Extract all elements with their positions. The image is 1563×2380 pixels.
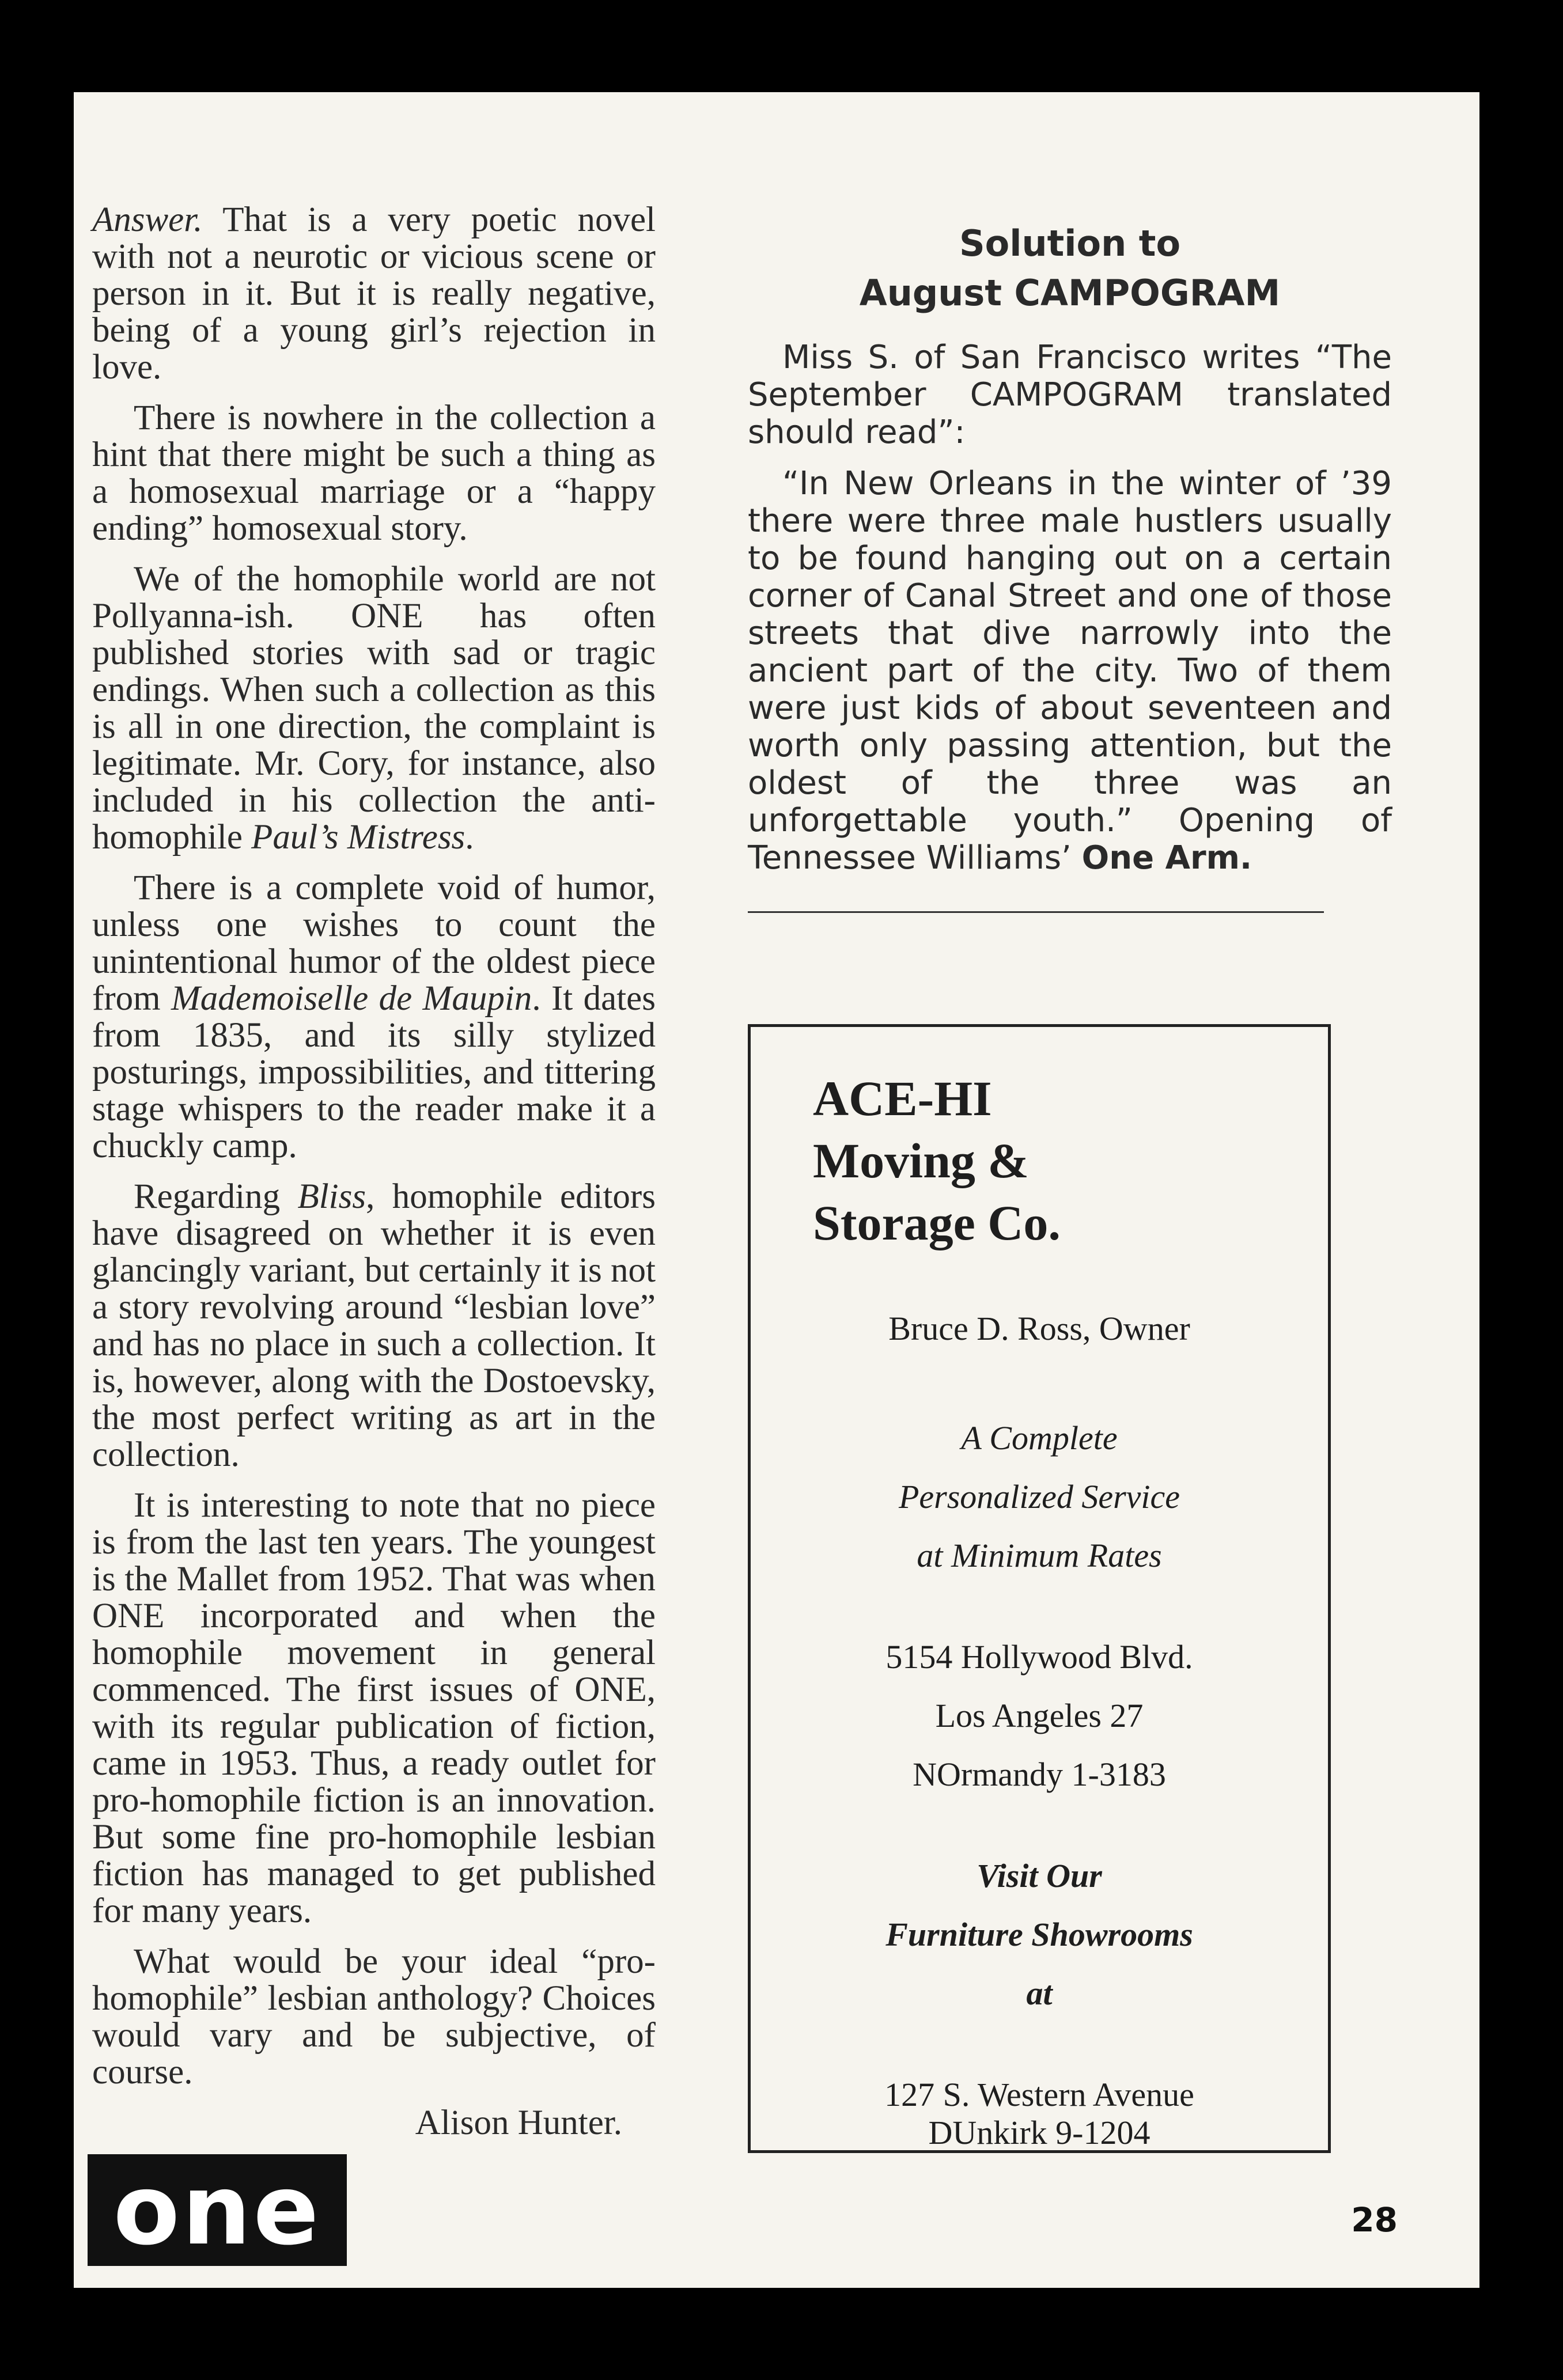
owner-line: Bruce D. Ross, Owner <box>888 1310 1190 1347</box>
showroom-line: Visit Our <box>977 1857 1102 1894</box>
campogram-solution <box>748 219 1392 913</box>
solution-title: Solution to August CAMPOGRAM <box>859 222 1281 314</box>
showroom-address: 127 S. Western Avenue <box>884 2076 1194 2113</box>
answer-label: Answer. <box>92 200 203 239</box>
article-paragraph: There is nowhere in the collection a hint that there might be such a thing as a homosexual marriage or a “happy ending” homosexual story. <box>92 399 656 548</box>
magazine-page <box>74 92 1479 2288</box>
author-signature: Alison Hunter. <box>415 2104 622 2142</box>
tagline: at Minimum Rates <box>917 1537 1162 1574</box>
page-number: 28 <box>1351 2200 1398 2239</box>
article-paragraph: Answer. That is a very poetic novel with not a neurotic or vicious scene or person in it. But it is really negative, being of a young girl’s rejection in love. <box>92 200 656 386</box>
article-paragraph: Regarding Bliss, homophile editors have disagreed on whether it is even glancingly variant, but certainly it is not a story revolving around “lesbian love” and has no place in such a collection. It is, however, along with the Dostoevsky, the most perfect writing as art in the collection. <box>92 1177 656 1474</box>
showroom-phone: DUnkirk 9-1204 <box>928 2114 1151 2151</box>
article-paragraph: It is interesting to note that no piece is from the last ten years. The youngest is the Mallet from 1952. That was when ONE incorporated and when the homophile movement in general commenced. The first issues of ONE, with its regular publication of fiction, came in 1953. Thus, a ready outlet for pro-homophile fiction is an innovation. But some fine pro-homophile lesbian fiction has managed to get published for many years. <box>92 1486 656 1930</box>
tagline: A Complete <box>961 1419 1118 1457</box>
article-paragraph: We of the homophile world are not Pollyanna-ish. ONE has often published stories with sad or tragic endings. When such a collection as this is all in one direction, the complaint is legitimate. Mr. Cory, for instance, also included in his collection the anti-homophile Paul’s Mistress. <box>92 560 656 857</box>
showroom-line: Furniture Showrooms <box>885 1916 1193 1953</box>
one-logo: one <box>88 2154 347 2266</box>
ace-hi-advertisement <box>748 1024 1331 2153</box>
address-line: Los Angeles 27 <box>935 1697 1144 1734</box>
article-column <box>92 202 656 2142</box>
company-name: ACE-HI Moving & Storage Co. <box>813 1071 1061 1250</box>
solution-quote: “In New Orleans in the winter of ’39 there were three male hustlers usually to be found hanging out on a certain corner of Canal Street and one of those streets that dive narrowly into the ancient part of the city. Two of them were just kids of about seventeen and worth only passing attention, but the oldest of the three was an unforgettable youth.” Opening of Tennessee Williams’ One Arm. <box>748 465 1392 877</box>
tagline: Personalized Service <box>898 1478 1180 1515</box>
divider-rule <box>748 911 1324 913</box>
phone-line: NOrmandy 1-3183 <box>913 1756 1166 1793</box>
showroom-line: at <box>1026 1975 1053 2012</box>
address-line: 5154 Hollywood Blvd. <box>885 1638 1193 1676</box>
article-paragraph: What would be your ideal “pro-homophile” lesbian anthology? Choices would vary and be subjective, of course. <box>92 1942 656 2091</box>
solution-intro: Miss S. of San Francisco writes “The September CAMPOGRAM translated should read”: <box>748 339 1392 451</box>
article-paragraph: There is a complete void of humor, unless one wishes to count the unintentional humor of the oldest piece from Mademoiselle de Maupin. It dates from 1835, and its silly stylized posturings, impossibilities, and tittering stage whispers to the reader make it a chuckly camp. <box>92 869 656 1165</box>
